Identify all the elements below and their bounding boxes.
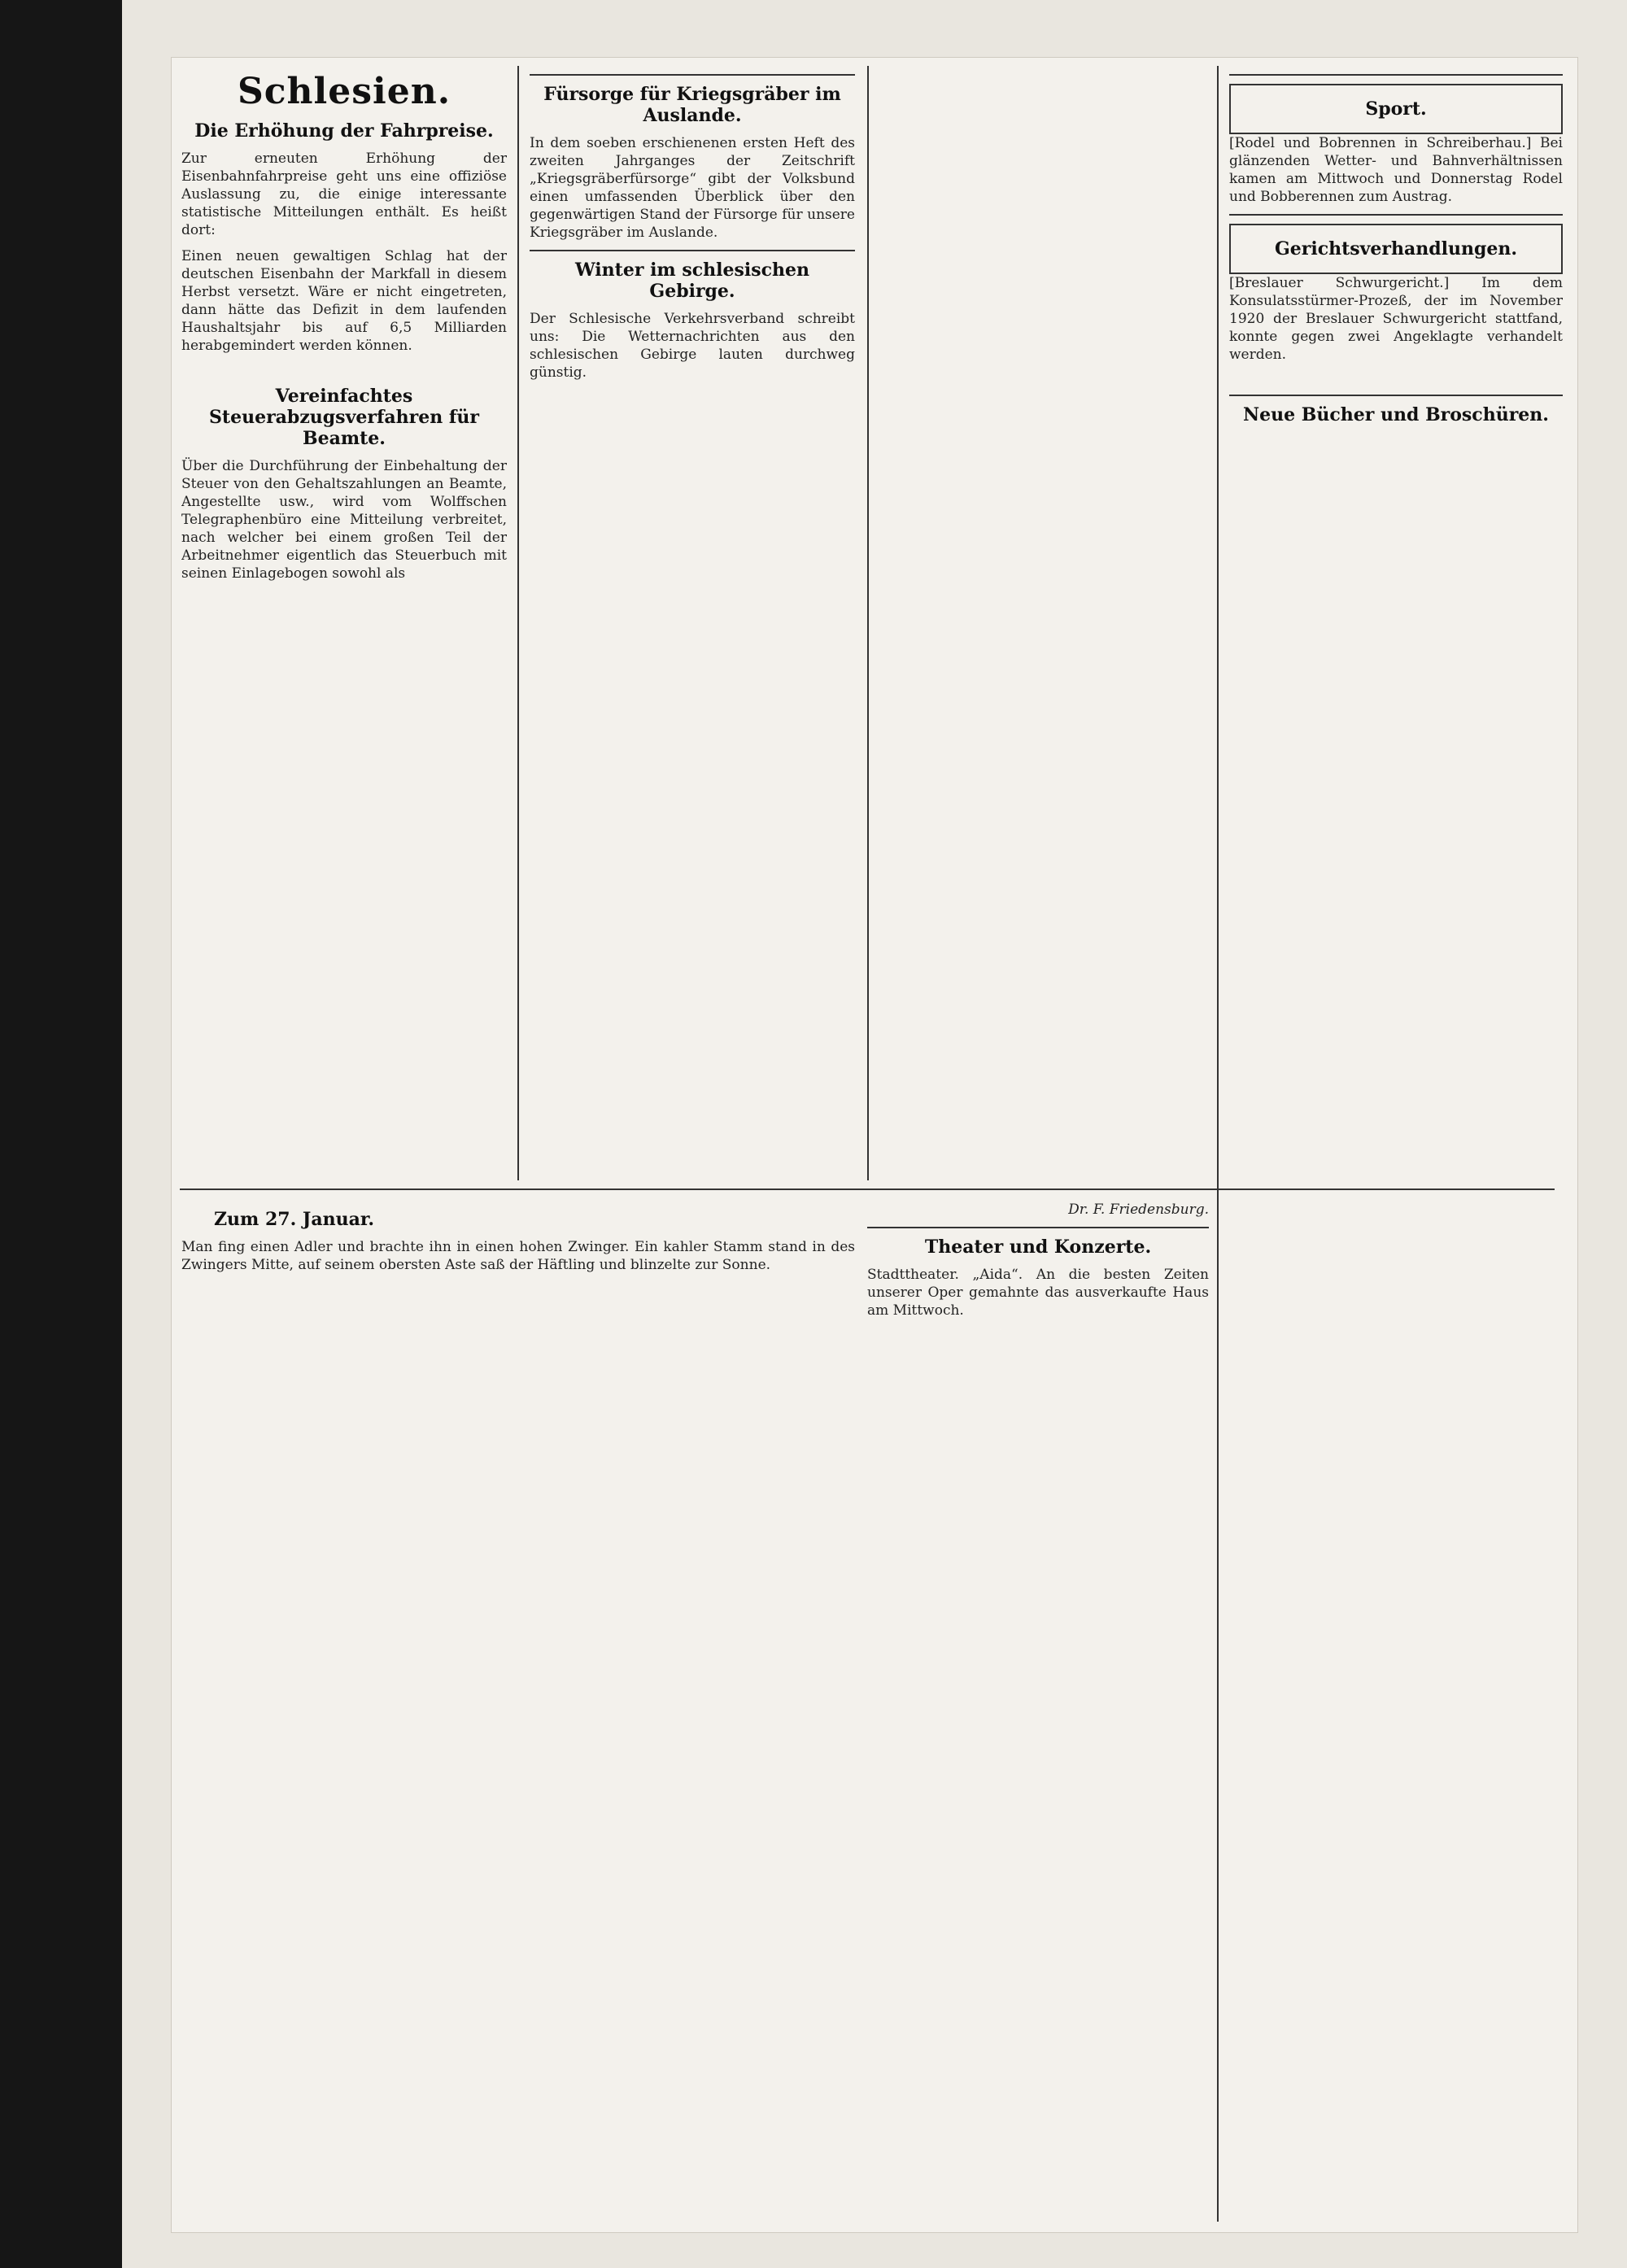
court-box bbox=[1229, 224, 1563, 274]
column-1 bbox=[181, 66, 507, 1180]
article-separator bbox=[530, 250, 855, 251]
article-paragraph: Zur erneuten Erhöhung der Eisenbahnfahrpreise geht uns eine offiziöse Auslassung zu, die einige interessante statistische Mitteilungen enthält. Es heißt dort: bbox=[181, 150, 507, 238]
column-rule bbox=[517, 66, 519, 1180]
column-rule bbox=[1217, 66, 1219, 2222]
article-separator bbox=[530, 74, 855, 76]
article-headline: Theater und Konzerte. bbox=[924, 1236, 1152, 1258]
bottom-middle bbox=[867, 1201, 1209, 2218]
article-paragraph: Der Schlesische Verkehrsverband schreibt uns: Die Wetternachrichten aus den schlesischen Gebirge lauten durchweg günstig. bbox=[530, 311, 855, 381]
article-paragraph: [Rodel und Bobrennen in Schreiberhau.] Bei glänzenden Wetter- und Bahnverhältnissen kamen am Mittwoch und Donnerstag Rodel und Bobberennen zum Austrag. bbox=[1229, 135, 1563, 205]
article-headline: Zum 27. Januar. bbox=[214, 1209, 375, 1230]
article-headline: Die Erhöhung der Fahrpreise. bbox=[194, 120, 494, 142]
article-headline: Gerichtsverhandlungen. bbox=[1274, 238, 1518, 260]
article-headline: Winter im schlesischen Gebirge. bbox=[574, 260, 810, 302]
article-paragraph: Stadttheater. „Aida“. An die besten Zeiten unserer Oper gemahnte das ausverkaufte Haus am Mittwoch. bbox=[867, 1267, 1209, 1319]
article-headline: Vereinfachtes Steuerabzugsverfahren für Beamte. bbox=[209, 386, 479, 449]
article-separator bbox=[867, 1227, 1209, 1228]
scan-edge bbox=[0, 0, 122, 2268]
article-separator bbox=[1229, 214, 1563, 216]
bottom-left bbox=[181, 1201, 855, 2218]
article-separator bbox=[1229, 395, 1563, 396]
signature: Dr. F. Friedensburg. bbox=[1068, 1202, 1209, 1218]
article-paragraph: Man fing einen Adler und brachte ihn in einen hohen Zwinger. Ein kahler Stamm stand in des Zwingers Mitte, auf seinem obersten Aste saß der Häftling und blinzelte zur Sonne. bbox=[181, 1239, 855, 1273]
column-2 bbox=[530, 66, 855, 1180]
sport-box bbox=[1229, 84, 1563, 134]
column-3 bbox=[1229, 66, 1563, 2222]
article-paragraph: In dem soeben erschienenen ersten Heft des zweiten Jahrganges der Zeitschrift „Kriegsgräberfürsorge“ gibt der Volksbund einen umfassenden Überblick über den gegenwärtigen Stand der Fürsorge für unsere Kriegsgräber im Auslande. bbox=[530, 135, 855, 241]
article-paragraph: Über die Durchführung der Einbehaltung der Steuer von den Gehaltszahlungen an Beamte, Angestellte usw., wird vom Wolffschen Telegraphenbüro eine Mitteilung verbreitet, nach welcher bei einem großen Teil der Arbeitnehmer eigentlich das Steuerbuch mit seinen Einlagebogen sowohl als bbox=[181, 458, 507, 582]
article-headline: Fürsorge für Kriegsgräber im Auslande. bbox=[543, 84, 841, 126]
article-separator bbox=[1229, 74, 1563, 76]
newspaper-sheet bbox=[171, 57, 1578, 2233]
column-rule bbox=[867, 66, 869, 1180]
section-title: Schlesien. bbox=[237, 71, 451, 112]
article-paragraph: Einen neuen gewaltigen Schlag hat der deutschen Eisenbahn der Markfall in diesem Herbst versetzt. Wäre er nicht eingetreten, dann hätte das Defizit in dem laufenden Haushaltsjahr bis auf 6,5 Milliarden herabgemindert werden können. bbox=[181, 248, 507, 354]
article-paragraph: [Breslauer Schwurgericht.] Im dem Konsulatsstürmer-Prozeß, der im November 1920 der Breslauer Schwurgericht stattfand, konnte gegen zwei Angeklagte verhandelt werden. bbox=[1229, 275, 1563, 363]
article-headline: Neue Bücher und Broschüren. bbox=[1243, 404, 1549, 425]
article-headline: Sport. bbox=[1365, 98, 1427, 120]
